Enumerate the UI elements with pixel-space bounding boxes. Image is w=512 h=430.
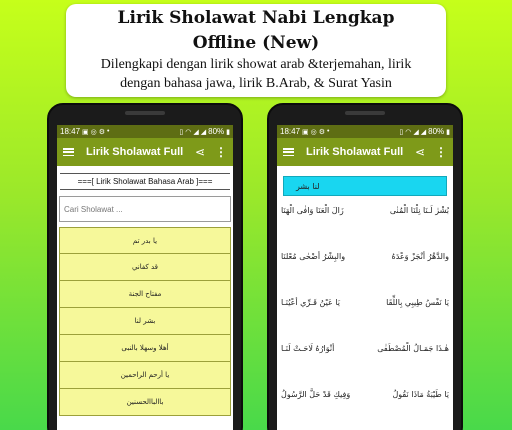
settings-icon: ⚙ [318, 128, 326, 136]
share-icon[interactable]: ⋖ [414, 145, 425, 159]
wifi-icon: ◠ [185, 128, 192, 136]
verse-left: زَالَ الْعَنَا وَافٰى الْهَنَا [281, 206, 344, 215]
promo-banner [66, 4, 446, 97]
vibrate-icon: ▯ [399, 128, 404, 136]
wifi-icon: ◠ [405, 128, 412, 136]
verse-left: أنْوَارُهُ لَاحَـتْ لَنَـا [281, 344, 335, 353]
image-icon: ▣ [302, 128, 309, 136]
battery-icon: ▮ [446, 128, 450, 136]
verse-right: يَا نَفْسُ طِيبِي بِاللِّقَا [386, 298, 449, 307]
list-item[interactable]: يا أرحم الراحمين [59, 362, 231, 389]
verse-left: والبِشْرُ أضْحٰى مُعْلنَا [281, 252, 346, 261]
status-time: 18:47 [60, 127, 81, 136]
menu-icon[interactable] [283, 148, 294, 156]
verse-row [277, 252, 453, 298]
section-header: ===[ Lirik Sholawat Bahasa Arab ]=== [60, 173, 230, 190]
signal-icon: ◢ [413, 128, 419, 136]
status-bar [57, 125, 233, 138]
battery-icon: ▮ [226, 128, 230, 136]
verse-right: يَا طَيْبَةُ مَاذَا نَقُولُ [392, 390, 449, 399]
status-bar [277, 125, 453, 138]
list-item[interactable]: مفتاح الجنة [59, 281, 231, 308]
share-icon[interactable]: ⋖ [194, 145, 205, 159]
more-options-icon[interactable]: ⋮ [435, 145, 447, 159]
verse-row [277, 298, 453, 344]
app-bar [57, 138, 233, 166]
list-item[interactable]: أهلا وسهلا بالنبى [59, 335, 231, 362]
battery-level: 80% [208, 127, 225, 136]
app-bar [277, 138, 453, 166]
whatsapp-icon: ◎ [310, 128, 317, 136]
banner-subtitle-line2: dengan bahasa jawa, lirik B.Arab, & Surat Yasin [120, 76, 392, 91]
verse-left: يَا عَيْنُ قَـرِّي أعْيُنَـا [281, 298, 341, 307]
vibrate-icon: ▯ [179, 128, 184, 136]
phone-right [267, 103, 463, 430]
verse-right: والدَّهْرُ أنْجَزْ وَعْدَهُ [391, 252, 449, 261]
verse-row [277, 344, 453, 390]
settings-icon: ⚙ [98, 128, 106, 136]
banner-title-line2: Offline (New) [192, 33, 320, 53]
menu-icon[interactable] [63, 148, 74, 156]
more-options-icon[interactable]: ⋮ [215, 145, 227, 159]
dot-icon: • [107, 128, 110, 135]
banner-title-line1: Lirik Sholawat Nabi Lengkap [117, 8, 395, 28]
list-item[interactable]: يا بدر تم [59, 227, 231, 254]
verse-right: بُشْرٰ لَـنَا نِلْنَا الْمُنٰى [389, 206, 449, 215]
verse-row [277, 390, 453, 430]
phone-screen-left [57, 125, 233, 430]
list-item[interactable]: باالباالحسنين [59, 389, 231, 416]
signal-icon: ◢ [420, 128, 427, 136]
phone-screen-right [277, 125, 453, 430]
phone-left [47, 103, 243, 430]
dot-icon: • [327, 128, 330, 135]
app-title: Lirik Sholawat Full [86, 146, 184, 158]
banner-subtitle-line1: Dilengkapi dengan lirik showat arab &terjemahan, lirik [100, 57, 412, 72]
phone-speaker [125, 111, 165, 115]
lyrics-body [277, 206, 453, 430]
sholawat-list [59, 227, 231, 416]
sholawat-title-bar: لنا بشر [283, 176, 447, 196]
battery-level: 80% [428, 127, 445, 136]
status-time: 18:47 [280, 127, 301, 136]
app-title: Lirik Sholawat Full [306, 146, 404, 158]
image-icon: ▣ [82, 128, 89, 136]
search-input[interactable]: Cari Sholawat ... [59, 196, 231, 222]
verse-left: وَفِيكِ قَدْ حَلَّ الرَّسُولُ [281, 390, 351, 399]
whatsapp-icon: ◎ [90, 128, 97, 136]
signal-icon: ◢ [193, 128, 199, 136]
list-item[interactable]: بشر لنا [59, 308, 231, 335]
phone-speaker [345, 111, 385, 115]
list-item[interactable]: قد كفاني [59, 254, 231, 281]
verse-row [277, 206, 453, 252]
signal-icon: ◢ [200, 128, 207, 136]
verse-right: هٰـذَا جَمَـالُ الْمُصْطَفٰى [377, 344, 449, 353]
